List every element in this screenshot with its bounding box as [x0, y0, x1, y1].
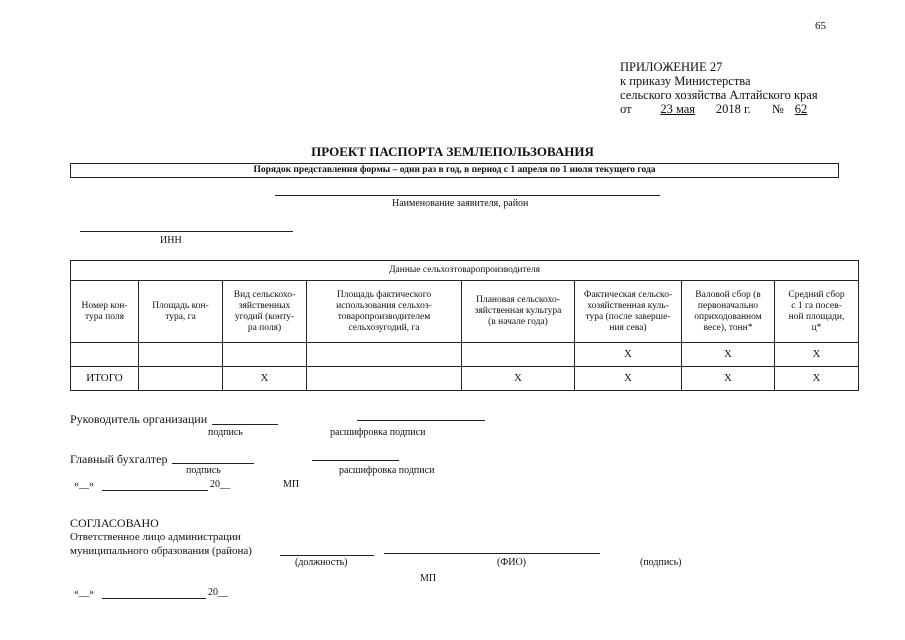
- inn-caption: ИНН: [160, 235, 182, 246]
- column-header: Вид сельскохо- зяйственных угодий (конту- ра поля): [223, 281, 307, 343]
- agreed-fio-line[interactable]: [384, 553, 600, 554]
- head-decode-caption: расшифровка подписи: [330, 427, 426, 438]
- column-header: Площадь кон- тура, га: [139, 281, 223, 343]
- document-title: ПРОЕКТ ПАСПОРТА ЗЕМЛЕПОЛЬЗОВАНИЯ: [311, 144, 594, 159]
- date-left: «__»: [74, 479, 94, 490]
- table-cell: X: [575, 367, 682, 391]
- appendix-date-line: [620, 102, 815, 116]
- column-header: Площадь фактического использования сельхоз- товаропроизводителем сельхозугодий, га: [307, 281, 462, 343]
- head-signature-line[interactable]: [212, 424, 278, 425]
- date-year-prefix-2: 20__: [208, 587, 228, 598]
- accountant-label: Главный бухгалтер: [70, 452, 168, 466]
- column-header: Фактическая сельско- хозяйственная куль- тура (после заверше- ния сева): [575, 281, 682, 343]
- table-cell[interactable]: [139, 367, 223, 391]
- table-cell: X: [775, 343, 859, 367]
- appendix-line1: ПРИЛОЖЕНИЕ 27: [620, 60, 723, 74]
- inn-field-line: [80, 231, 293, 232]
- table-cell: ИТОГО: [71, 367, 139, 391]
- table-cell: X: [682, 343, 775, 367]
- appendix-line2: к приказу Министерства: [620, 74, 751, 88]
- column-header: Валовой сбор (в первоначально оприходованном весе), тонн*: [682, 281, 775, 343]
- accountant-signature-line[interactable]: [172, 463, 254, 464]
- applicant-caption: Наименование заявителя, район: [392, 198, 529, 209]
- date-line-2[interactable]: [102, 598, 206, 599]
- appendix-line3: сельского хозяйства Алтайского края: [620, 88, 818, 102]
- agreed-position-caption: (должность): [295, 557, 348, 568]
- column-header: Средний сбор с 1 га посев- ной площади, ц*: [775, 281, 859, 343]
- table-cell[interactable]: [223, 343, 307, 367]
- table-cell[interactable]: [307, 343, 462, 367]
- table-cell: X: [575, 343, 682, 367]
- agreed-line1: Ответственное лицо администрации: [70, 531, 241, 543]
- table-cell[interactable]: [139, 343, 223, 367]
- agreed-position-line[interactable]: [280, 555, 374, 556]
- mp-stamp-1: МП: [283, 479, 300, 490]
- table-row-total: [71, 367, 859, 391]
- date-year: 2018 г.: [715, 102, 751, 116]
- mp-stamp-2: МП: [420, 573, 437, 584]
- agreed-title: СОГЛАСОВАНО: [70, 516, 159, 530]
- num-label: №: [771, 102, 784, 116]
- num-value: 62: [794, 102, 808, 116]
- table-cell: X: [775, 367, 859, 391]
- head-decode-line[interactable]: [357, 420, 485, 421]
- date-day-month: 23 мая: [660, 102, 696, 116]
- agreed-fio-caption: (ФИО): [497, 557, 527, 568]
- land-use-table: [70, 260, 859, 391]
- agreed-line2: муниципального образования (района): [70, 545, 252, 557]
- table-cell: X: [682, 367, 775, 391]
- head-label: Руководитель организации: [70, 412, 208, 426]
- accountant-decode-line[interactable]: [312, 460, 399, 461]
- date-left-2: «__»: [74, 587, 94, 598]
- table-cell[interactable]: [462, 343, 575, 367]
- order-note: Порядок представления формы – один раз в год, в период с 1 апреля по 1 июля текущего года: [70, 163, 839, 178]
- date-line[interactable]: [102, 490, 208, 491]
- date-year-prefix: 20__: [210, 479, 230, 490]
- table-cell: X: [462, 367, 575, 391]
- column-header: Плановая сельскохо- зяйственная культура (в начале года): [462, 281, 575, 343]
- table-cell: X: [223, 367, 307, 391]
- applicant-field-line: [275, 195, 660, 196]
- accountant-decode-caption: расшифровка подписи: [339, 465, 435, 476]
- table-group-header: Данные сельхозтоваропроизводителя: [71, 261, 859, 281]
- head-signature-caption: подпись: [208, 427, 243, 438]
- table-row: [71, 343, 859, 367]
- table-cell[interactable]: [307, 367, 462, 391]
- column-header: Номер кон- тура поля: [71, 281, 139, 343]
- accountant-signature-caption: подпись: [186, 465, 221, 476]
- table-cell[interactable]: [71, 343, 139, 367]
- page-number: 65: [815, 20, 826, 32]
- date-prefix: от: [620, 102, 632, 116]
- agreed-signature-caption: (подпись): [640, 557, 682, 568]
